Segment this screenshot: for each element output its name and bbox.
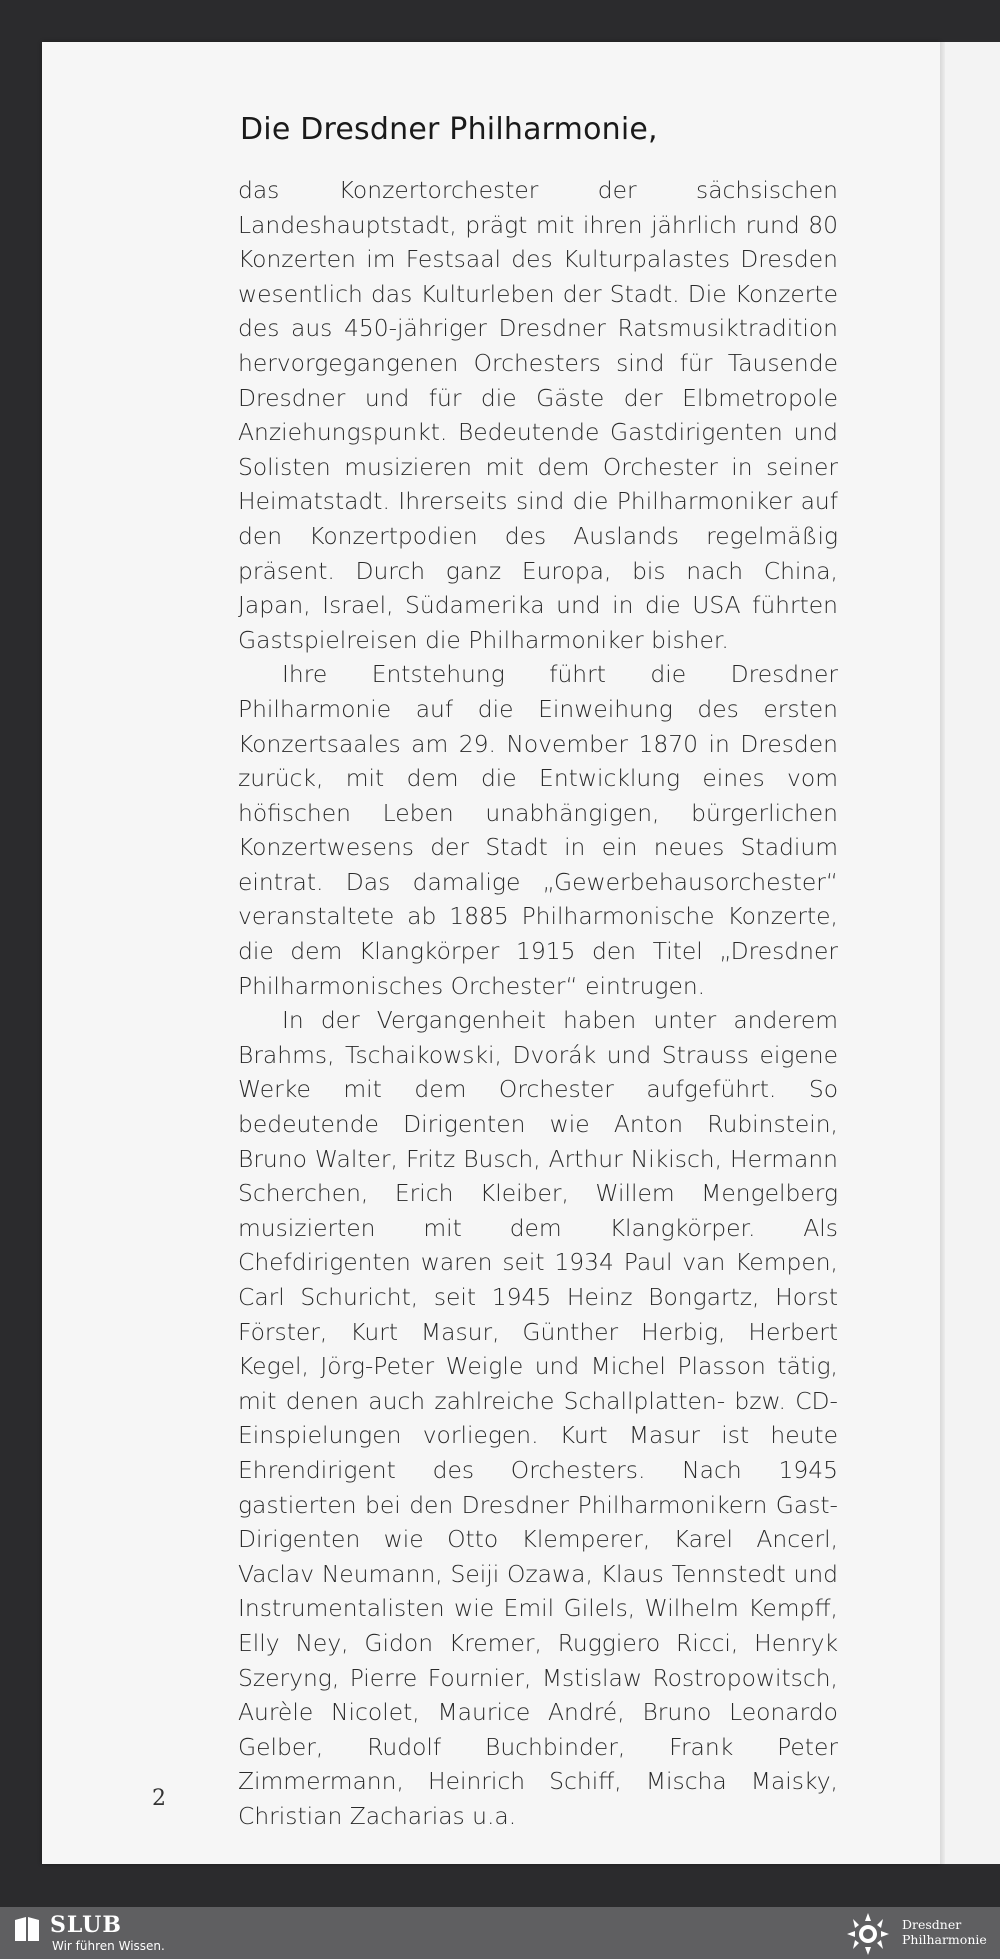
dresdner-philharmonie-logo-icon [840, 1911, 896, 1957]
footer-bar [0, 1907, 1000, 1959]
dp-name-line-1: Dresdner [902, 1917, 962, 1932]
page-title: Die Dresdner Philharmonie, [240, 112, 658, 147]
paragraph-1: das Konzertorchester der sächsischen Landeshauptstadt, prägt mit ihren jährlich rund 80 Konzerten im Festsaal des Kulturpalastes Dresden wesentlich das Kulturleben der Stadt. Die Konzerte des aus 450-jähriger Dresdner Ratsmusiktradition hervorgegangenen Orchesters sind für Tausende Dresdner und für die Gäste der Elbmetropole Anziehungspunkt. Bedeutende Gastdirigenten und Solisten musizieren mit dem Orchester in seiner Heimatstadt. Ihrerseits sind die Philharmoniker auf den Konzertpodien des Auslands regelmäßig präsent. Durch ganz Europa, bis nach China, Japan, Israel, Südamerika und in die USA führten Gastspielreisen die Philharmoniker bisher. [238, 176, 838, 654]
slub-claim: Wir führen Wissen. [52, 1939, 165, 1953]
next-page [945, 42, 1000, 1864]
dresdner-philharmonie-name [902, 1917, 987, 1947]
slub-name: SLUB [50, 1912, 122, 1938]
page-number: 2 [152, 1786, 166, 1811]
body-text [238, 173, 838, 1834]
dp-name-line-2: Philharmonie [902, 1932, 987, 1947]
paragraph-2: Ihre Entstehung führt die Dresdner Philharmonie auf die Einweihung des ersten Konzertsaales am 29. November 1870 in Dresden zurück, mit dem die Entwicklung eines vom höfischen Leben unabhängigen, bürgerlichen Konzertwesens der Stadt in ein neues Stadium eintrat. Das damalige „Gewerbehausorchester“ veranstaltete ab 1885 Philharmonische Konzerte, die dem Klangkörper 1915 den Titel „Dresdner Philharmonisches Orchester“ eintrugen. [238, 660, 838, 1000]
paragraph-3: In der Vergangenheit haben unter anderem Brahms, Tschaikowski, Dvorák und Strauss eigene Werke mit dem Orchester aufgeführt. So bedeutende Dirigenten wie Anton Rubinstein, Bruno Walter, Fritz Busch, Arthur Nikisch, Hermann Scherchen, Erich Kleiber, Willem Mengelberg musizierten mit dem Klangkörper. Als Chefdirigenten waren seit 1934 Paul van Kempen, Carl Schuricht, seit 1945 Heinz Bongartz, Horst Förster, Kurt Masur, Günther Herbig, Herbert Kegel, Jörg-Peter Weigle und Michel Plasson tätig, mit denen auch zahlreiche Schallplatten- bzw. CD-Einspielungen vorliegen. Kurt Masur ist heute Ehrendirigent des Orchesters. Nach 1945 gastierten bei den Dresdner Philharmonikern Gast-Dirigenten wie Otto Klemperer, Karel Ancerl, Vaclav Neumann, Seiji Ozawa, Klaus Tennstedt und Instrumentalisten wie Emil Gilels, Wilhelm Kempff, Elly Ney, Gidon Kremer, Ruggiero Ricci, Henryk Szeryng, Pierre Fournier, Mstislaw Rostropowitsch, Aurèle Nicolet, Maurice André, Bruno Leonardo Gelber, Rudolf Buchbinder, Frank Peter Zimmermann, Heinrich Schiff, Mischa Maisky, Christian Zacharias u.a. [238, 1006, 838, 1830]
slub-logo-icon [12, 1914, 42, 1944]
